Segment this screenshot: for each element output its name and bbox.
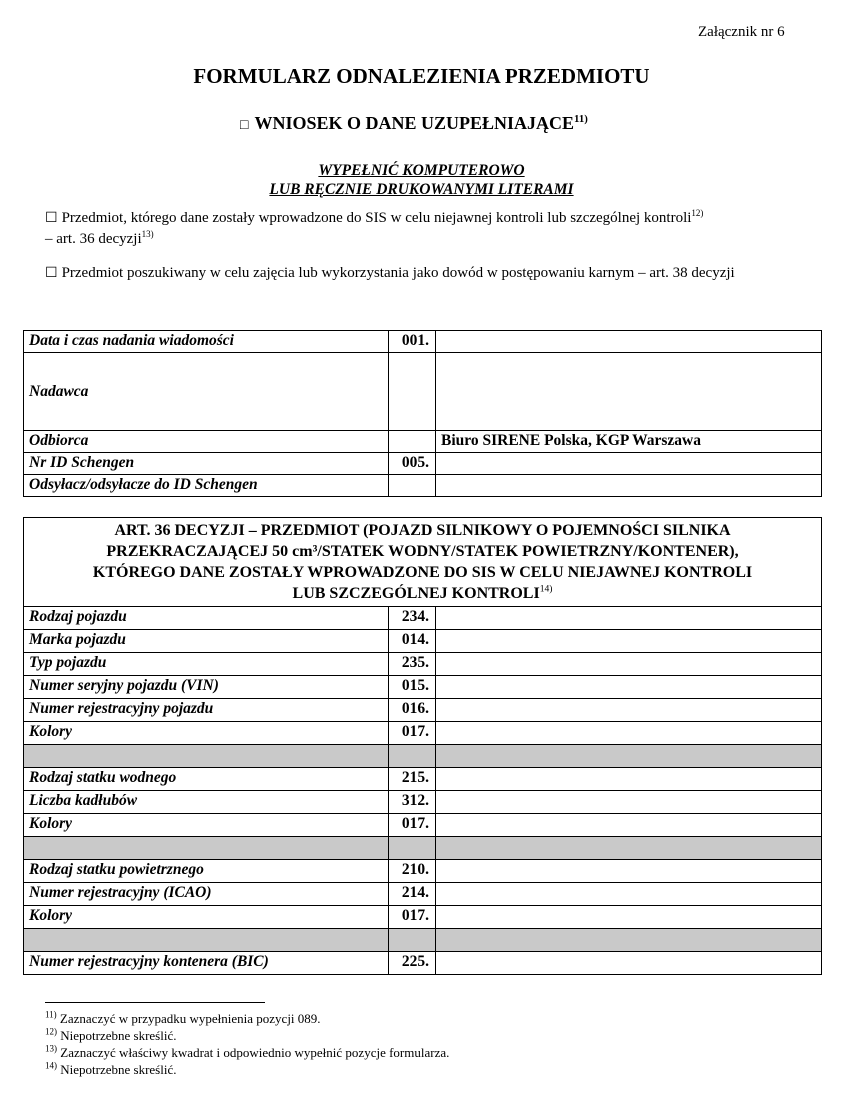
separator-row — [24, 929, 822, 952]
field-label: Liczba kadłubów — [24, 791, 389, 814]
field-value-input[interactable] — [436, 331, 822, 353]
field-code: 014. — [389, 630, 436, 653]
table-row — [24, 791, 822, 814]
field-label: Numer rejestracyjny (ICAO) — [24, 883, 389, 906]
option-art-36-text-b: – art. 36 decyzji — [45, 231, 142, 247]
field-code: 215. — [389, 768, 436, 791]
field-code — [389, 745, 436, 768]
header-line-1: ART. 36 DECYZJI – PRZEDMIOT (POJAZD SILNIKOWY O POJEMNOŚCI SILNIKA — [114, 522, 731, 539]
field-label: Marka pojazdu — [24, 630, 389, 653]
field-code: 225. — [389, 952, 436, 975]
footnote — [45, 1045, 449, 1061]
separator-row — [24, 745, 822, 768]
field-code — [389, 431, 436, 453]
field-value-input[interactable] — [436, 722, 822, 745]
field-label — [24, 745, 389, 768]
field-code: 017. — [389, 906, 436, 929]
field-code: 017. — [389, 814, 436, 837]
footnote — [45, 1062, 176, 1078]
field-label: Nadawca — [24, 353, 389, 431]
field-value-input — [436, 745, 822, 768]
option-art-36 — [45, 208, 805, 250]
field-label: Rodzaj pojazdu — [24, 607, 389, 630]
article-36-table — [23, 517, 822, 975]
field-label: Numer rejestracyjny kontenera (BIC) — [24, 952, 389, 975]
field-value-input[interactable] — [436, 475, 822, 497]
message-header-table — [23, 330, 822, 497]
field-label: Rodzaj statku powietrznego — [24, 860, 389, 883]
field-label: Nr ID Schengen — [24, 453, 389, 475]
field-code: 005. — [389, 453, 436, 475]
footnote — [45, 1011, 321, 1027]
field-label: Data i czas nadania wiadomości — [24, 331, 389, 353]
field-label: Numer seryjny pojazdu (VIN) — [24, 676, 389, 699]
field-value-input[interactable]: Biuro SIRENE Polska, KGP Warszawa — [436, 431, 822, 453]
form-title: FORMULARZ ODNALEZIENIA PRZEDMIOTU — [193, 64, 650, 88]
field-value-input[interactable] — [436, 607, 822, 630]
table-row — [24, 814, 822, 837]
table-row — [24, 475, 822, 497]
option-art-38-text: Przedmiot poszukiwany w celu zajęcia lub wykorzystania jako dowód w postępowaniu karnym – art. 38 decyzji — [61, 265, 735, 281]
subtitle-checkbox[interactable]: □ — [240, 118, 249, 133]
field-value-input[interactable] — [436, 453, 822, 475]
field-label: Numer rejestracyjny pojazdu — [24, 699, 389, 722]
table-row — [24, 768, 822, 791]
field-label — [24, 837, 389, 860]
table-row — [24, 331, 822, 353]
footnote-number: 12) — [45, 1026, 57, 1037]
field-value-input[interactable] — [436, 768, 822, 791]
table-row — [24, 630, 822, 653]
header-line-4: LUB SZCZEGÓLNEJ KONTROLI — [292, 585, 540, 602]
option-art-36-checkbox[interactable]: ☐ — [45, 211, 58, 226]
header-footnote-ref: 14) — [539, 583, 553, 595]
option-art-36-text: Przedmiot, którego dane zostały wprowadzone do SIS w celu niejawnej kontroli lub szczególnej kontroli — [61, 210, 692, 226]
field-label: Odsyłacz/odsyłacze do ID Schengen — [24, 475, 389, 497]
subtitle-footnote-ref: 11) — [574, 113, 588, 125]
field-code: 312. — [389, 791, 436, 814]
footnote-number: 13) — [45, 1043, 57, 1054]
option-art-38 — [45, 263, 805, 284]
field-value-input — [436, 837, 822, 860]
field-value-input[interactable] — [436, 952, 822, 975]
field-label: Odbiorca — [24, 431, 389, 453]
table-row — [24, 860, 822, 883]
field-label — [24, 929, 389, 952]
field-value-input[interactable] — [436, 883, 822, 906]
field-value-input[interactable] — [436, 906, 822, 929]
field-code: 234. — [389, 607, 436, 630]
field-value-input[interactable] — [436, 860, 822, 883]
table-row — [24, 722, 822, 745]
field-value-input[interactable] — [436, 630, 822, 653]
header-line-2: PRZEKRACZAJĄCEJ 50 cm³/STATEK WODNY/STATEK POWIETRZNY/KONTENER), — [106, 543, 739, 560]
instruction-line-1: WYPEŁNIĆ KOMPUTEROWO — [318, 162, 525, 179]
article-36-header — [24, 518, 822, 607]
field-value-input[interactable] — [436, 653, 822, 676]
field-value-input[interactable] — [436, 814, 822, 837]
field-code: 235. — [389, 653, 436, 676]
article-36-rows — [24, 607, 822, 975]
field-code: 016. — [389, 699, 436, 722]
subtitle-text: WNIOSEK O DANE UZUPEŁNIAJĄCE — [254, 113, 575, 133]
field-label: Kolory — [24, 814, 389, 837]
field-value-input[interactable] — [436, 791, 822, 814]
field-code — [389, 837, 436, 860]
table-row — [24, 699, 822, 722]
field-code — [389, 353, 436, 431]
table-row — [24, 431, 822, 453]
table-row — [24, 653, 822, 676]
instruction-line-2: LUB RĘCZNIE DRUKOWANYMI LITERAMI — [269, 181, 574, 198]
field-label: Kolory — [24, 906, 389, 929]
footnote-divider — [45, 1002, 265, 1003]
field-label: Kolory — [24, 722, 389, 745]
table-row — [24, 607, 822, 630]
annex-label: Załącznik nr 6 — [698, 24, 785, 40]
field-value-input — [436, 929, 822, 952]
option-art-38-checkbox[interactable]: ☐ — [45, 266, 58, 281]
option-art-36-note-b: 13) — [141, 229, 154, 239]
table-row — [24, 353, 822, 431]
field-value-input[interactable] — [436, 699, 822, 722]
footnote — [45, 1028, 176, 1044]
table-row — [24, 952, 822, 975]
field-label: Typ pojazdu — [24, 653, 389, 676]
field-value-input[interactable] — [436, 676, 822, 699]
table-row — [24, 883, 822, 906]
article-36-header-row — [24, 518, 822, 607]
table-row — [24, 906, 822, 929]
field-code: 214. — [389, 883, 436, 906]
field-code: 210. — [389, 860, 436, 883]
fill-instructions — [0, 161, 843, 199]
field-code: 001. — [389, 331, 436, 353]
field-label: Rodzaj statku wodnego — [24, 768, 389, 791]
subtitle — [240, 113, 588, 134]
separator-row — [24, 837, 822, 860]
option-art-36-note-a: 12) — [691, 208, 704, 218]
field-code — [389, 475, 436, 497]
footnote-text: Zaznaczyć właściwy kwadrat i odpowiednio wypełnić pozycje formularza. — [60, 1045, 450, 1060]
field-code — [389, 929, 436, 952]
footnote-number: 11) — [45, 1009, 57, 1020]
table-row — [24, 453, 822, 475]
field-value-input[interactable] — [436, 353, 822, 431]
footnote-number: 14) — [45, 1060, 57, 1071]
table-row — [24, 676, 822, 699]
field-code: 017. — [389, 722, 436, 745]
footnote-text: Niepotrzebne skreślić. — [60, 1028, 177, 1043]
field-code: 015. — [389, 676, 436, 699]
footnote-text: Niepotrzebne skreślić. — [60, 1062, 177, 1077]
footnote-text: Zaznaczyć w przypadku wypełnienia pozycji 089. — [59, 1011, 321, 1026]
header-line-3: KTÓREGO DANE ZOSTAŁY WPROWADZONE DO SIS W CELU NIEJAWNEJ KONTROLI — [92, 564, 753, 581]
